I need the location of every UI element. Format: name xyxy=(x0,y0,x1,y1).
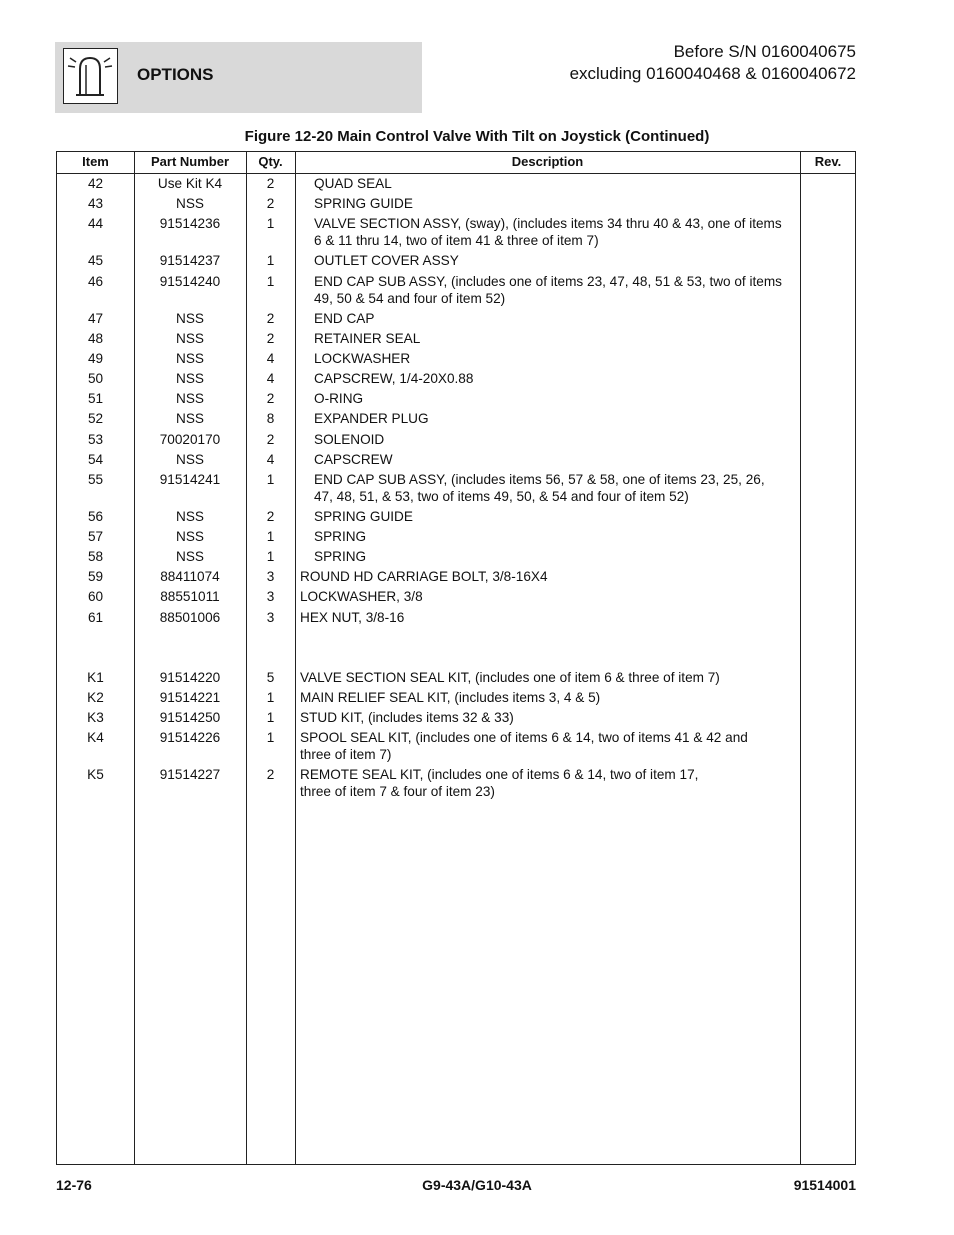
item-cell: K4 xyxy=(87,730,104,745)
item-cell: 53 xyxy=(87,432,104,447)
qty-cell: 2 xyxy=(266,196,275,211)
part-number-cell: NSS xyxy=(176,371,204,386)
column-divider xyxy=(134,152,135,1164)
part-number-cell: 91514227 xyxy=(159,767,221,782)
qty-cell: 2 xyxy=(266,432,275,447)
description-line: CAPSCREW xyxy=(314,452,393,467)
part-number-cell: NSS xyxy=(176,509,204,524)
description-cell xyxy=(300,588,800,605)
description-cell xyxy=(314,508,800,525)
item-cell: 57 xyxy=(87,529,104,544)
item-cell: 60 xyxy=(87,589,104,604)
description-line: END CAP SUB ASSY, (includes items 56, 57 & 58, one of items 23, 25, 26, xyxy=(314,472,765,487)
description-line: ROUND HD CARRIAGE BOLT, 3/8-16X4 xyxy=(300,569,548,584)
item-cell: 56 xyxy=(87,509,104,524)
description-cell xyxy=(314,252,800,269)
item-cell: 48 xyxy=(87,331,104,346)
description-line: LOCKWASHER, 3/8 xyxy=(300,589,423,604)
item-cell: 47 xyxy=(87,311,104,326)
description-cell xyxy=(314,195,800,212)
description-line: END CAP SUB ASSY, (includes one of items 23, 47, 48, 51 & 53, two of items xyxy=(314,274,782,289)
qty-cell: 1 xyxy=(266,216,275,231)
description-line-continued: three of item 7 & four of item 23) xyxy=(300,784,495,799)
part-number-cell: 91514237 xyxy=(159,253,221,268)
part-number-cell: NSS xyxy=(176,311,204,326)
item-cell: 50 xyxy=(87,371,104,386)
qty-cell: 2 xyxy=(266,331,275,346)
description-line-continued: 49, 50 & 54 and four of item 52) xyxy=(314,291,506,306)
item-cell: 55 xyxy=(87,472,104,487)
qty-cell: 2 xyxy=(266,767,275,782)
description-cell xyxy=(314,431,800,448)
item-cell: K2 xyxy=(87,690,104,705)
description-cell xyxy=(314,175,800,192)
part-number-cell: 91514240 xyxy=(159,274,221,289)
description-line: SOLENOID xyxy=(314,432,385,447)
qty-cell: 4 xyxy=(266,371,275,386)
description-cell xyxy=(314,350,800,367)
description-cell xyxy=(314,451,800,468)
column-header-rev: Rev. xyxy=(814,154,842,169)
qty-cell: 2 xyxy=(266,176,275,191)
part-number-cell: 70020170 xyxy=(159,432,221,447)
part-number-cell: 91514250 xyxy=(159,710,221,725)
part-number-cell: 88501006 xyxy=(159,610,221,625)
model-number: G9-43A/G10-43A xyxy=(422,1177,532,1193)
description-cell xyxy=(300,766,800,800)
part-number-cell: 91514236 xyxy=(159,216,221,231)
item-cell: 43 xyxy=(87,196,104,211)
description-line: HEX NUT, 3/8-16 xyxy=(300,610,405,625)
qty-cell: 2 xyxy=(266,509,275,524)
column-header-description: Description xyxy=(511,154,584,169)
qty-cell: 3 xyxy=(266,610,275,625)
description-line: OUTLET COVER ASSY xyxy=(314,253,459,268)
description-cell xyxy=(314,410,800,427)
item-cell: K1 xyxy=(87,670,104,685)
description-line: EXPANDER PLUG xyxy=(314,411,429,426)
qty-cell: 3 xyxy=(266,589,275,604)
qty-cell: 1 xyxy=(266,529,275,544)
description-cell xyxy=(300,669,800,686)
serial-line-1: Before S/N 0160040675 xyxy=(673,42,856,61)
description-cell xyxy=(314,390,800,407)
qty-cell: 1 xyxy=(266,690,275,705)
item-cell: 44 xyxy=(87,216,104,231)
column-header-item: Item xyxy=(82,154,109,169)
part-number-cell: NSS xyxy=(176,529,204,544)
item-cell: 59 xyxy=(87,569,104,584)
description-line: SPRING GUIDE xyxy=(314,196,413,211)
description-line: O-RING xyxy=(314,391,364,406)
qty-cell: 2 xyxy=(266,391,275,406)
item-cell: 61 xyxy=(87,610,104,625)
column-divider xyxy=(800,152,801,1164)
part-number-cell: 91514241 xyxy=(159,472,221,487)
description-cell xyxy=(300,609,800,626)
part-number-cell: NSS xyxy=(176,549,204,564)
part-number-cell: NSS xyxy=(176,351,204,366)
qty-cell: 1 xyxy=(266,472,275,487)
parts-table xyxy=(56,151,856,1165)
description-line-continued: 47, 48, 51, & 53, two of items 49, 50, & 54 and four of item 52) xyxy=(314,489,689,504)
description-cell xyxy=(300,709,800,726)
description-cell xyxy=(314,215,800,249)
item-cell: K3 xyxy=(87,710,104,725)
description-line: VALVE SECTION SEAL KIT, (includes one of item 6 & three of item 7) xyxy=(300,670,720,685)
serial-line-2: excluding 0160040468 & 0160040672 xyxy=(569,64,856,83)
item-cell: K5 xyxy=(87,767,104,782)
part-number-cell: NSS xyxy=(176,452,204,467)
description-line: SPRING xyxy=(314,529,367,544)
description-line: REMOTE SEAL KIT, (includes one of items 6 & 14, two of item 17, xyxy=(300,767,699,782)
qty-cell: 5 xyxy=(266,670,275,685)
description-line: SPOOL SEAL KIT, (includes one of items 6 & 14, two of items 41 & 42 and xyxy=(300,730,748,745)
description-cell xyxy=(300,568,800,585)
qty-cell: 8 xyxy=(266,411,275,426)
qty-cell: 1 xyxy=(266,730,275,745)
qty-cell: 1 xyxy=(266,710,275,725)
description-line: END CAP xyxy=(314,311,375,326)
part-number-cell: 88411074 xyxy=(160,569,220,584)
description-line: MAIN RELIEF SEAL KIT, (includes items 3, 4 & 5) xyxy=(300,690,601,705)
item-cell: 51 xyxy=(87,391,104,406)
part-number-cell: 91514220 xyxy=(159,670,221,685)
part-number-cell: Use Kit K4 xyxy=(157,176,223,191)
qty-cell: 4 xyxy=(266,351,275,366)
description-line: VALVE SECTION ASSY, (sway), (includes items 34 thru 40 & 43, one of items xyxy=(314,216,782,231)
description-line: STUD KIT, (includes items 32 & 33) xyxy=(300,710,514,725)
part-number-cell: NSS xyxy=(176,331,204,346)
document-number: 91514001 xyxy=(793,1177,856,1193)
figure-title: Figure 12-20 Main Control Valve With Tilt on Joystick (Continued) xyxy=(244,128,710,145)
part-number-cell: 91514226 xyxy=(159,730,221,745)
description-line-continued: three of item 7) xyxy=(300,747,392,762)
description-line: RETAINER SEAL xyxy=(314,331,421,346)
description-cell xyxy=(314,528,800,545)
description-line: SPRING xyxy=(314,549,367,564)
part-number-cell: NSS xyxy=(176,391,204,406)
description-line: CAPSCREW, 1/4-20X0.88 xyxy=(314,371,474,386)
description-line: SPRING GUIDE xyxy=(314,509,413,524)
description-line: LOCKWASHER xyxy=(314,351,411,366)
page-number: 12-76 xyxy=(56,1177,92,1193)
qty-cell: 1 xyxy=(266,274,275,289)
column-divider xyxy=(295,152,296,1164)
part-number-cell: 91514221 xyxy=(159,690,221,705)
column-divider xyxy=(246,152,247,1164)
description-line-continued: 6 & 11 thru 14, two of item 41 & three of item 7) xyxy=(314,233,599,248)
description-cell xyxy=(314,310,800,327)
item-cell: 45 xyxy=(87,253,104,268)
part-number-cell: NSS xyxy=(176,196,204,211)
item-cell: 42 xyxy=(87,176,104,191)
part-number-cell: NSS xyxy=(176,411,204,426)
item-cell: 54 xyxy=(87,452,104,467)
qty-cell: 2 xyxy=(266,311,275,326)
description-cell xyxy=(314,471,800,505)
header-divider xyxy=(57,173,855,174)
item-cell: 58 xyxy=(87,549,104,564)
serial-number-applicability xyxy=(570,41,856,85)
description-line: QUAD SEAL xyxy=(314,176,392,191)
qty-cell: 1 xyxy=(266,549,275,564)
item-cell: 49 xyxy=(87,351,104,366)
column-header-qty: Qty. xyxy=(258,154,283,169)
item-cell: 46 xyxy=(87,274,104,289)
part-number-cell: 88551011 xyxy=(160,589,220,604)
qty-cell: 3 xyxy=(266,569,275,584)
section-title: OPTIONS xyxy=(137,65,214,84)
column-header-part-number: Part Number xyxy=(150,154,230,169)
item-cell: 52 xyxy=(87,411,104,426)
description-cell xyxy=(314,548,800,565)
description-cell xyxy=(300,729,800,763)
description-cell xyxy=(314,330,800,347)
beacon-light-icon xyxy=(63,48,118,104)
description-cell xyxy=(314,273,800,307)
qty-cell: 1 xyxy=(266,253,275,268)
description-cell xyxy=(314,370,800,387)
description-cell xyxy=(300,689,800,706)
qty-cell: 4 xyxy=(266,452,275,467)
